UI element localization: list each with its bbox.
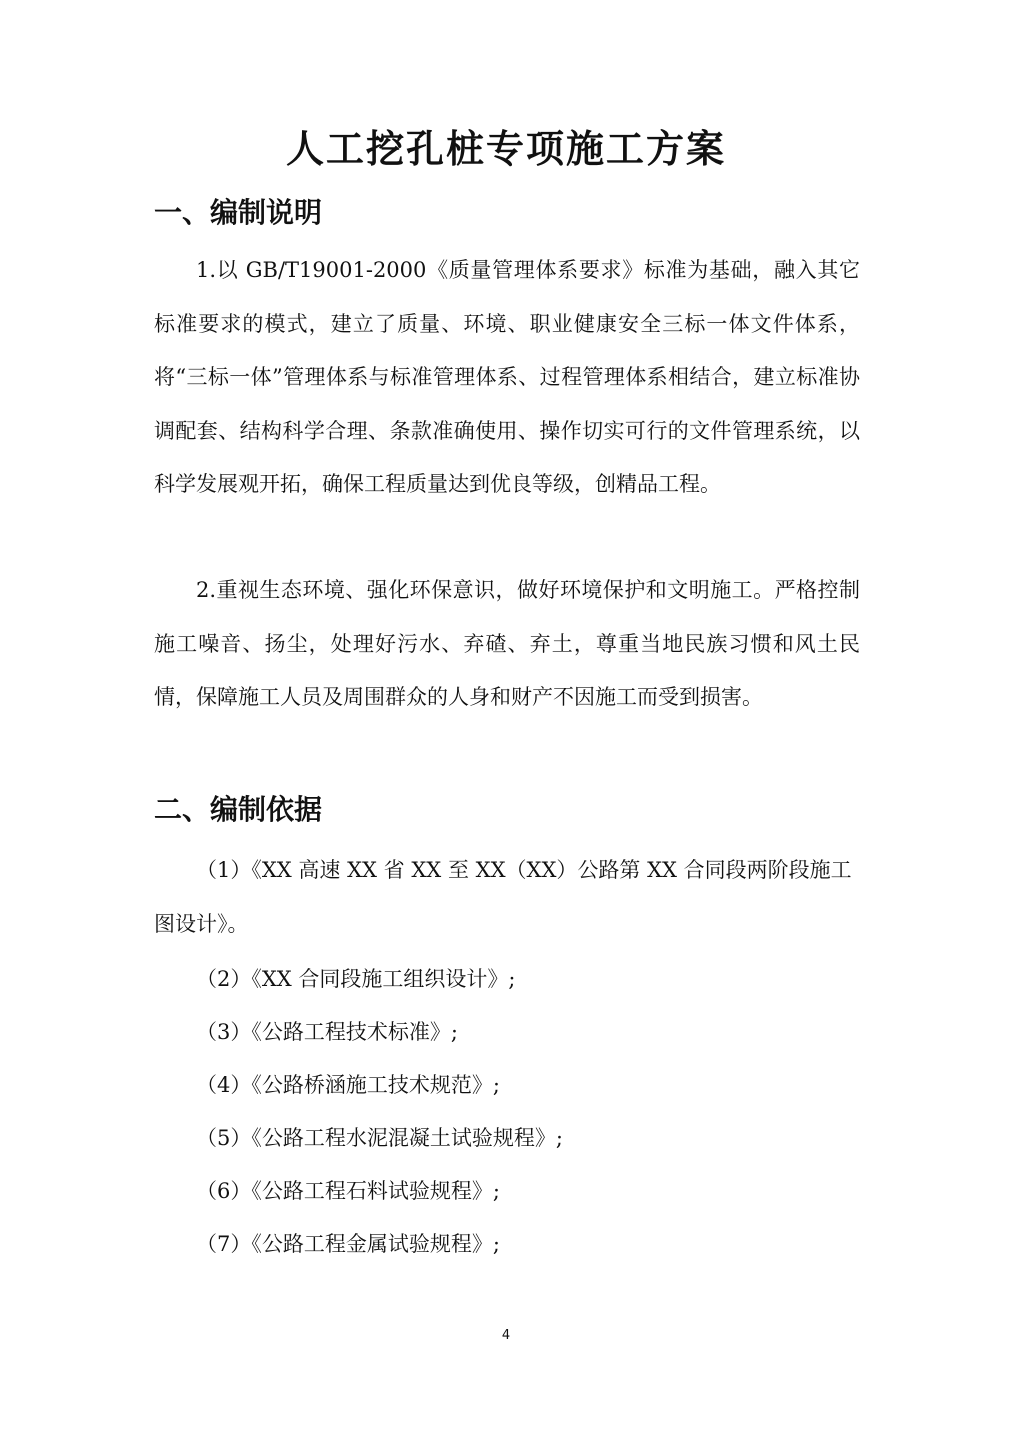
section-heading-compilation-notes: 一、编制说明 [154,196,323,229]
reference-item-6: （6）《公路工程石料试验规程》; [196,1179,500,1203]
reference-item-4: （4）《公路桥涵施工技术规范》; [196,1073,500,1097]
page-number: 4 [501,1328,511,1343]
reference-item-5: （5）《公路工程水泥混凝土试验规程》; [196,1126,563,1150]
document-title: 人工挖孔桩专项施工方案 [285,126,726,171]
paragraph-2: 2.重视生态环境、强化环保意识，做好环境保护和文明施工。严格控制施工噪音、扬尘，处理好污水、弃碴、弃土，尊重当地民族习惯和风土民情，保障施工人员及周围群众的人身和财产不因施工而受到损害。 [154,578,860,709]
reference-item-2: （2）《XX 合同段施工组织设计》; [196,967,516,991]
paragraph-1: 1.以 GB/T19001-2000《质量管理体系要求》标准为基础，融入其它标准要求的模式，建立了质量、环境、职业健康安全三标一体文件体系，将“三标一体”管理体系与标准管理体系、过程管理体系相结合，建立标准协调配套、结构科学合理、条款准确使用、操作切实可行的文件管理系统，以科学发展观开拓，确保工程质量达到优良等级，创精品工程。 [154,258,860,496]
reference-item-3: （3）《公路工程技术标准》; [196,1020,458,1044]
section-heading-compilation-basis: 二、编制依据 [154,793,323,826]
reference-item-7: （7）《公路工程金属试验规程》; [196,1232,500,1256]
reference-item-1: （1）《XX 高速 XX 省 XX 至 XX（XX）公路第 XX 合同段两阶段施工图设计》。 [154,858,852,936]
